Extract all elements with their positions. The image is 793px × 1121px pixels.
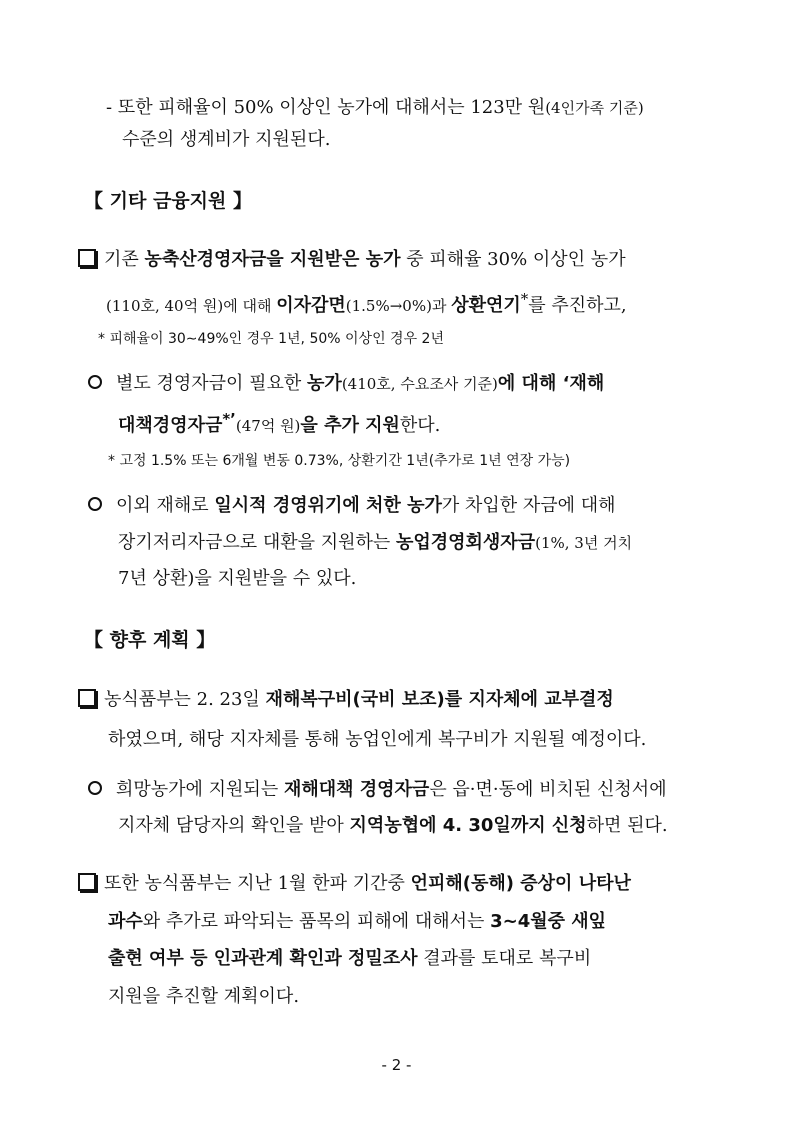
circle-bullet-icon: [88, 497, 102, 511]
finance-para-1-line-1: 기존 농축산경영자금을 지원받은 농가 중 피해율 30% 이상인 농가: [78, 248, 626, 272]
finance-para-3-line-2: 장기저리자금으로 대환을 지원하는 농업경영회생자금(1%, 3년 거치: [118, 532, 633, 553]
section-heading-finance: 【 기타 금융지원 】: [84, 190, 252, 212]
checkbox-bullet-icon: [78, 249, 96, 267]
circle-bullet-icon: [88, 781, 102, 795]
plan-para-1-line-1: 농식품부는 2. 23일 재해복구비(국비 보조)를 지자체에 교부결정: [78, 688, 614, 712]
plan-para-3-line-1: 또한 농식품부는 지난 1월 한파 기간중 언피해(동해) 증상이 나타난: [78, 872, 631, 896]
checkbox-bullet-icon: [78, 873, 96, 891]
checkbox-bullet-icon: [78, 689, 96, 707]
plan-para-2-line-1: 희망농가에 지원되는 재해대책 경영자금은 읍·면·동에 비치된 신청서에: [88, 778, 667, 802]
finance-para-3-line-3: 7년 상환)을 지원받을 수 있다.: [118, 568, 357, 589]
plan-para-2-line-2: 지자체 담당자의 확인을 받아 지역농협에 4. 30일까지 신청하면 된다.: [118, 815, 668, 836]
plan-para-3-line-3: 출현 여부 등 인과관계 확인과 정밀조사 결과를 토대로 복구비: [108, 948, 592, 969]
finance-para-3-line-1: 이외 재해로 일시적 경영위기에 처한 농가가 차입한 자금에 대해: [88, 494, 616, 518]
plan-para-3-line-2: 과수와 추가로 파악되는 품목의 피해에 대해서는 3∼4월중 새잎: [108, 911, 607, 932]
section-heading-plan: 【 향후 계획 】: [84, 629, 216, 651]
intro-line-1: - 또한 피해율이 50% 이상인 농가에 대해서는 123만 원(4인가족 기준): [106, 97, 644, 118]
finance-note-1: * 피해율이 30∼49%인 경우 1년, 50% 이상인 경우 2년: [98, 331, 444, 347]
plan-para-3-line-4: 지원을 추진할 계획이다.: [108, 986, 300, 1007]
finance-note-2: * 고정 1.5% 또는 6개월 변동 0.73%, 상환기간 1년(추가로 1년 연장 가능): [108, 453, 571, 469]
circle-bullet-icon: [88, 375, 102, 389]
page-number: - 2 -: [381, 1056, 412, 1074]
finance-para-2-line-2: 대책경영자금*’(47억 원)을 추가 지원한다.: [118, 410, 441, 436]
finance-para-2-line-1: 별도 경영자금이 필요한 농가(410호, 수요조사 기준)에 대해 ‘재해: [88, 372, 604, 396]
intro-line-2: 수준의 생계비가 지원된다.: [122, 129, 331, 150]
finance-para-1-line-2: (110호, 40억 원)에 대해 이자감면(1.5%→0%)과 상환연기*를 추진하고,: [106, 290, 627, 316]
plan-para-1-line-2: 하였으며, 해당 지자체를 통해 농업인에게 복구비가 지원될 예정이다.: [108, 729, 647, 750]
